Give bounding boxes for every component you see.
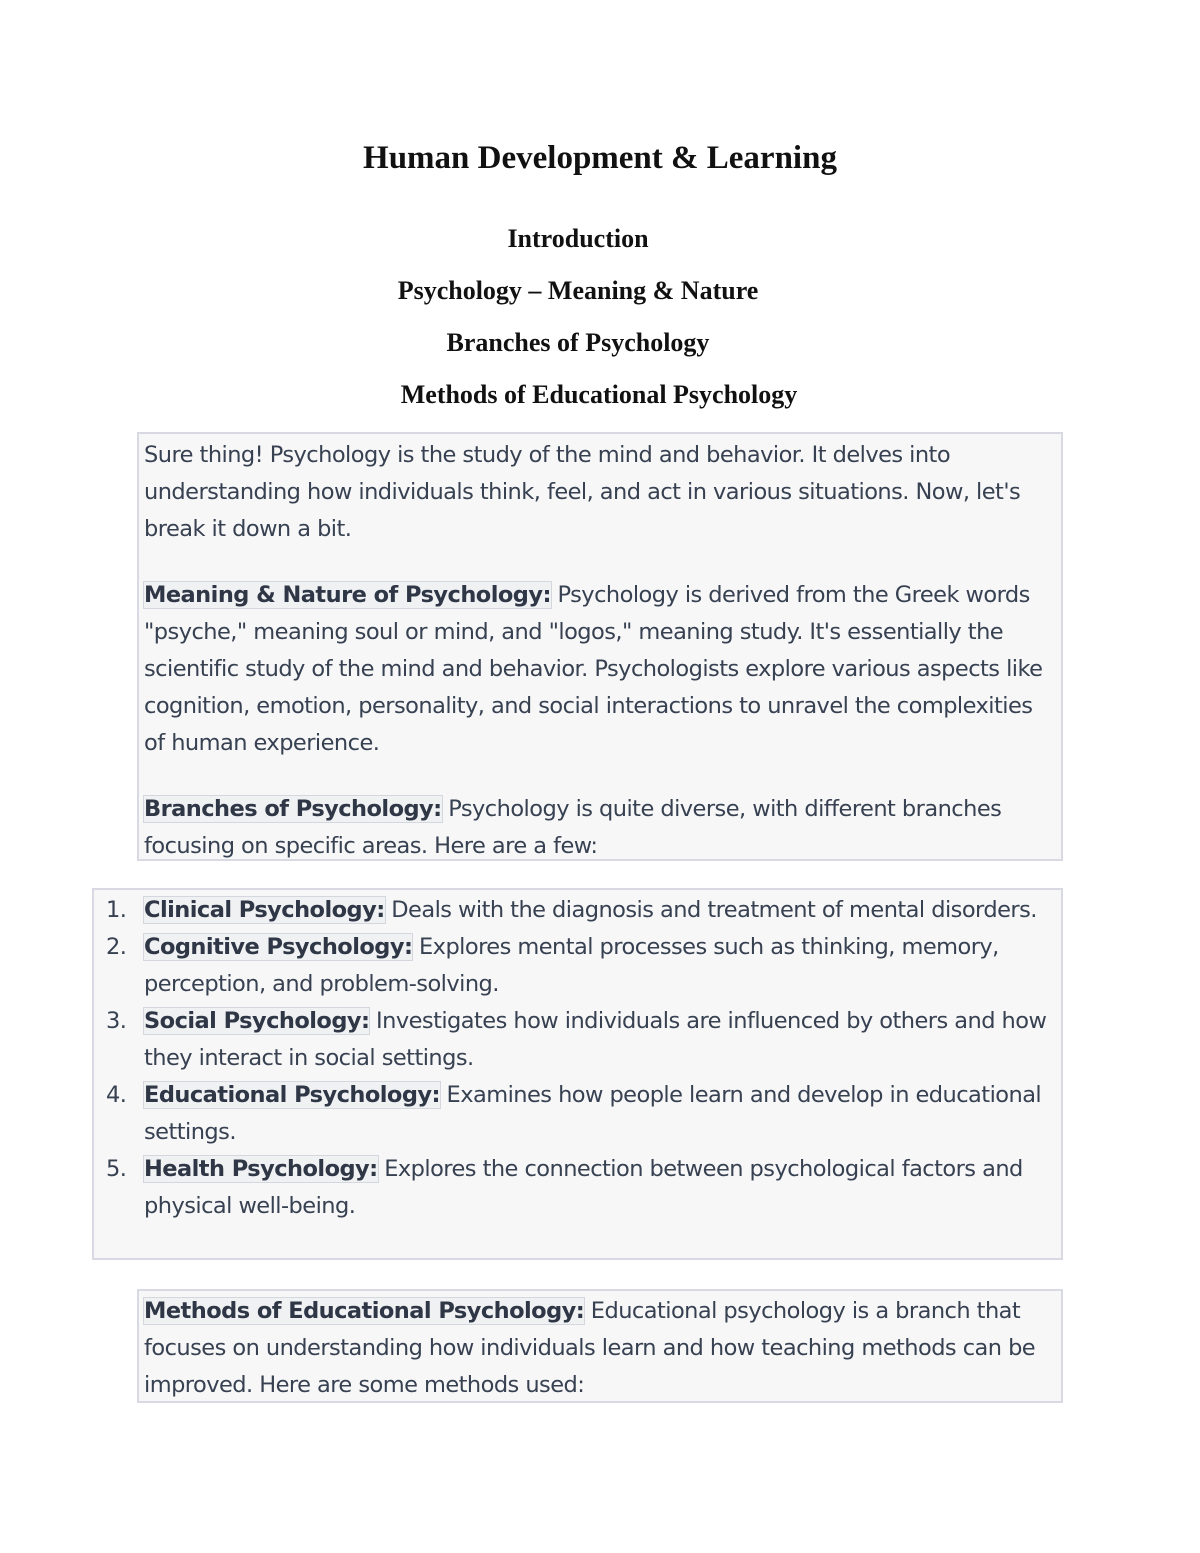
- intro-text-block: [137, 432, 1063, 861]
- list-item-text: Explores mental processes such as thinking, memory, perception, and problem-solving.: [144, 934, 999, 997]
- list-item: [94, 929, 1055, 1003]
- list-number: 5.: [106, 1156, 127, 1182]
- methods-text: Educational psychology is a branch that focuses on understanding how individuals learn and how teaching methods can be improved. Here are some methods used:: [144, 1298, 1036, 1398]
- list-item-label: Health Psychology:: [144, 1156, 378, 1182]
- meaning-label: Meaning & Nature of Psychology:: [144, 582, 551, 608]
- list-item-text: Deals with the diagnosis and treatment of mental disorders.: [384, 897, 1037, 923]
- list-item-label: Clinical Psychology:: [144, 897, 385, 923]
- list-item: [94, 1003, 1055, 1077]
- list-item: [94, 1151, 1055, 1225]
- list-item-text: Explores the connection between psychological factors and physical well-being.: [144, 1156, 1023, 1219]
- heading-branches: Branches of Psychology: [446, 328, 710, 357]
- methods-paragraph: [144, 1293, 1055, 1404]
- list-number: 1.: [106, 897, 127, 923]
- meaning-text: Psychology is derived from the Greek words "psyche," meaning soul or mind, and "logos," meaning study. It's essentially the scientific study of the mind and behavior. Psychologists explore various aspects like cognition, emotion, personality, and social interactions to unravel the complexities of human experience.: [144, 582, 1043, 756]
- methods-text-block: [137, 1289, 1063, 1403]
- heading-methods: Methods of Educational Psychology: [400, 380, 798, 409]
- branches-text: Psychology is quite diverse, with different branches focusing on specific areas. Here are a few:: [144, 796, 1002, 859]
- heading-meaning-nature: Psychology – Meaning & Nature: [397, 276, 759, 305]
- branches-label: Branches of Psychology:: [144, 796, 442, 822]
- list-item: [94, 892, 1055, 929]
- list-item-text: Examines how people learn and develop in educational settings.: [144, 1082, 1042, 1145]
- document-title: Human Development & Learning: [363, 140, 837, 176]
- list-item-label: Educational Psychology:: [144, 1082, 440, 1108]
- branches-list-block: [92, 888, 1063, 1260]
- list-number: 3.: [106, 1008, 127, 1034]
- intro-paragraph: Sure thing! Psychology is the study of the mind and behavior. It delves into understanding how individuals think, feel, and act in various situations. Now, let's break it down a bit.: [144, 442, 1021, 542]
- meaning-paragraph: [144, 577, 1055, 762]
- list-item-label: Cognitive Psychology:: [144, 934, 413, 960]
- list-item-label: Social Psychology:: [144, 1008, 370, 1034]
- list-item: [94, 1077, 1055, 1151]
- branches-list: [94, 892, 1055, 1225]
- list-number: 2.: [106, 934, 127, 960]
- heading-introduction: Introduction: [507, 224, 649, 253]
- branches-paragraph: [144, 791, 1055, 865]
- list-number: 4.: [106, 1082, 127, 1108]
- methods-label: Methods of Educational Psychology:: [144, 1298, 585, 1324]
- list-item-text: Investigates how individuals are influenced by others and how they interact in social settings.: [144, 1008, 1047, 1071]
